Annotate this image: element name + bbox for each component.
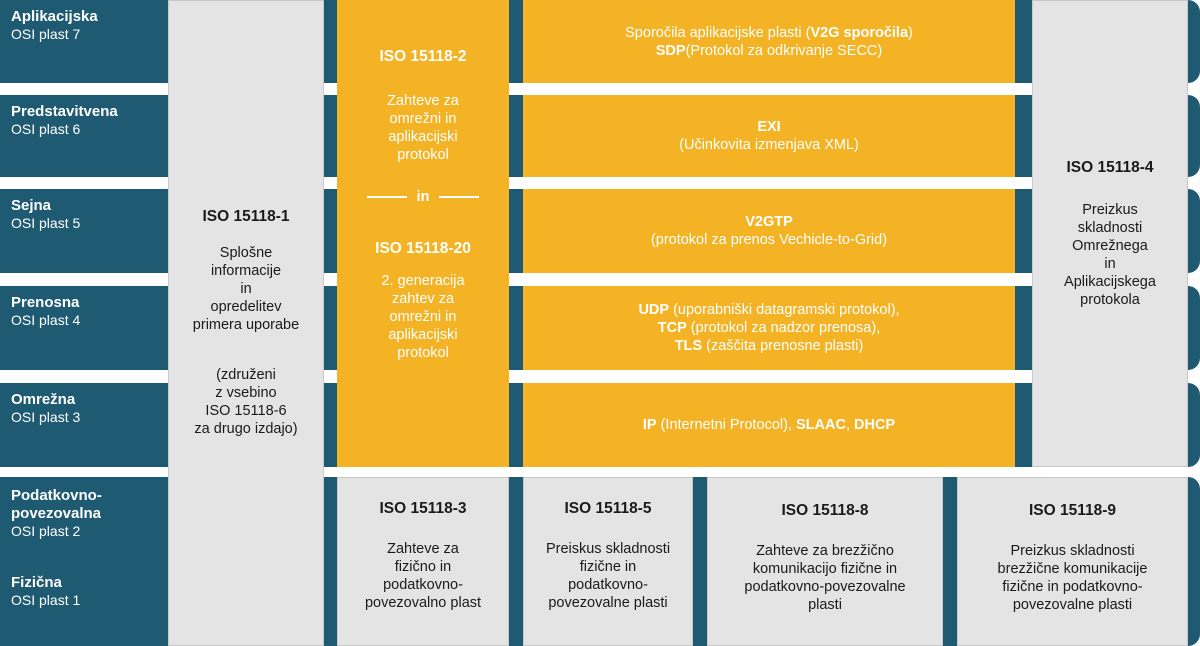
text-line: podatkovno-povezovalne [744,579,906,595]
protocol-app-box [523,0,1015,83]
iso-15118-1-title: ISO 15118-1 [202,208,290,225]
text-line: Sporočila aplikacijske plasti (V2G sporočila) [625,24,913,41]
text-line: Aplikacijskega [1064,273,1156,290]
text-line: informacije [210,263,282,279]
layer-sub: OSI plast 2 [11,523,81,539]
iso-15118-4-box [1032,0,1188,467]
layer-name-2: povezovalna [11,505,102,522]
text-line: aplikacijski [388,129,458,145]
iso-15118-2-title: ISO 15118-2 [379,48,467,65]
text-line: protokol [397,345,449,361]
iso-15118-8-box [707,477,943,646]
protocol-exi-box [523,95,1015,177]
text-line: in [240,281,252,297]
text-line: Zahteve za [387,541,459,557]
layer-sub: OSI plast 3 [11,409,81,425]
iso-15118-9-box [957,477,1188,646]
layer-name: Prenosna [11,294,80,311]
text-line: fizične in [579,559,637,575]
exi-title: EXI [757,119,781,135]
layer-sub: OSI plast 1 [11,592,81,608]
iso-15118-3-title: ISO 15118-3 [379,500,467,517]
text-line: omrežni in [389,111,457,127]
layer-sub: OSI plast 6 [11,121,81,137]
text-line: protokol [397,147,449,163]
layer-name: Omrežna [11,391,76,408]
text-line: opredelitev [210,299,282,315]
text-line: (združeni [216,367,276,383]
joiner-text: in [416,189,430,205]
text-line: Preizkus [1082,201,1138,218]
layer-label-2 [0,479,168,540]
text-line: fizične in podatkovno- [1002,579,1143,595]
text-line: podatkovno- [383,577,463,593]
text-line: in [1104,255,1116,272]
text-line: omrežni in [389,309,457,325]
iso-15118-4-title: ISO 15118-4 [1066,158,1154,176]
text-line: TLS (zaščita prenosne plasti) [674,338,864,354]
text-line: TCP (protokol za nadzor prenosa), [657,320,881,336]
text-line: povezovalne plasti [548,595,668,611]
text-line: skladnosti [1077,219,1143,236]
text-line: ISO 15118-6 [205,403,287,419]
v2gtp-title: V2GTP [745,214,793,230]
layer-label-5 [0,189,168,232]
iso-15118-5-box [523,477,693,646]
text-line: Preizkus skladnosti [1010,543,1135,559]
iso-15118-3-box [337,477,509,646]
layer-name: Predstavitvena [11,103,118,120]
text-line: podatkovno- [568,577,648,593]
text-line: Zahteve za brezžično [756,543,894,559]
text-line: fizično in [394,559,452,575]
text-line: primera uporabe [192,317,300,333]
layer-name: Fizična [11,574,62,591]
iso-15118-2-20-box [337,0,509,467]
iso-15118-20-title: ISO 15118-20 [375,240,471,257]
joiner-in [357,188,490,206]
layer-sub: OSI plast 7 [11,26,81,42]
text-line: protokola [1080,291,1140,308]
protocol-transport-box [523,286,1015,370]
divider-line [439,196,479,198]
text-line: povezovalno plast [364,595,482,611]
text-line: IP (Internetni Protocol), SLAAC, DHCP [642,417,896,433]
layer-name: Aplikacijska [11,8,98,25]
layer-name: Podatkovno- [11,487,102,504]
text-line: Preiskus skladnosti [545,541,671,557]
layer-label-3 [0,383,168,426]
text-line: za drugo izdajo) [194,421,298,437]
text-line: povezovalne plasti [1012,597,1133,613]
iso-15118-1-box [168,0,324,646]
layer-label-6 [0,95,168,138]
text-line: Splošne [219,245,273,261]
text-line: Omrežnega [1072,237,1148,254]
text-line: komunikacijo fizične in [752,561,898,577]
divider-line [367,196,407,198]
layer-name: Sejna [11,197,52,214]
v2gtp-desc: (protokol za prenos Vechicle-to-Grid) [650,232,888,248]
layer-label-4 [0,286,168,329]
text-line: brezžične komunikacije [997,561,1148,577]
iso-15118-9-title: ISO 15118-9 [1028,502,1117,519]
protocol-network-box [523,383,1015,467]
text-line: z vsebino [215,385,277,401]
layer-sub: OSI plast 5 [11,215,81,231]
text-line: 2. generacija [381,273,465,289]
layer-label-7 [0,0,168,43]
text-line: aplikacijski [388,327,458,343]
protocol-v2gtp-box [523,189,1015,273]
text-line: Zahteve za [387,93,459,109]
text-line: zahtev za [391,291,455,307]
iso-15118-8-title: ISO 15118-8 [781,502,869,519]
iso-15118-5-title: ISO 15118-5 [564,500,652,517]
text-line: plasti [808,597,842,613]
text-line: UDP (uporabniški datagramski protokol), [638,302,900,318]
exi-desc: (Učinkovita izmenjava XML) [679,137,859,153]
text-line: SDP(Protokol za odkrivanje SECC) [655,42,883,59]
layer-sub: OSI plast 4 [11,312,81,328]
layer-label-1 [0,566,168,609]
